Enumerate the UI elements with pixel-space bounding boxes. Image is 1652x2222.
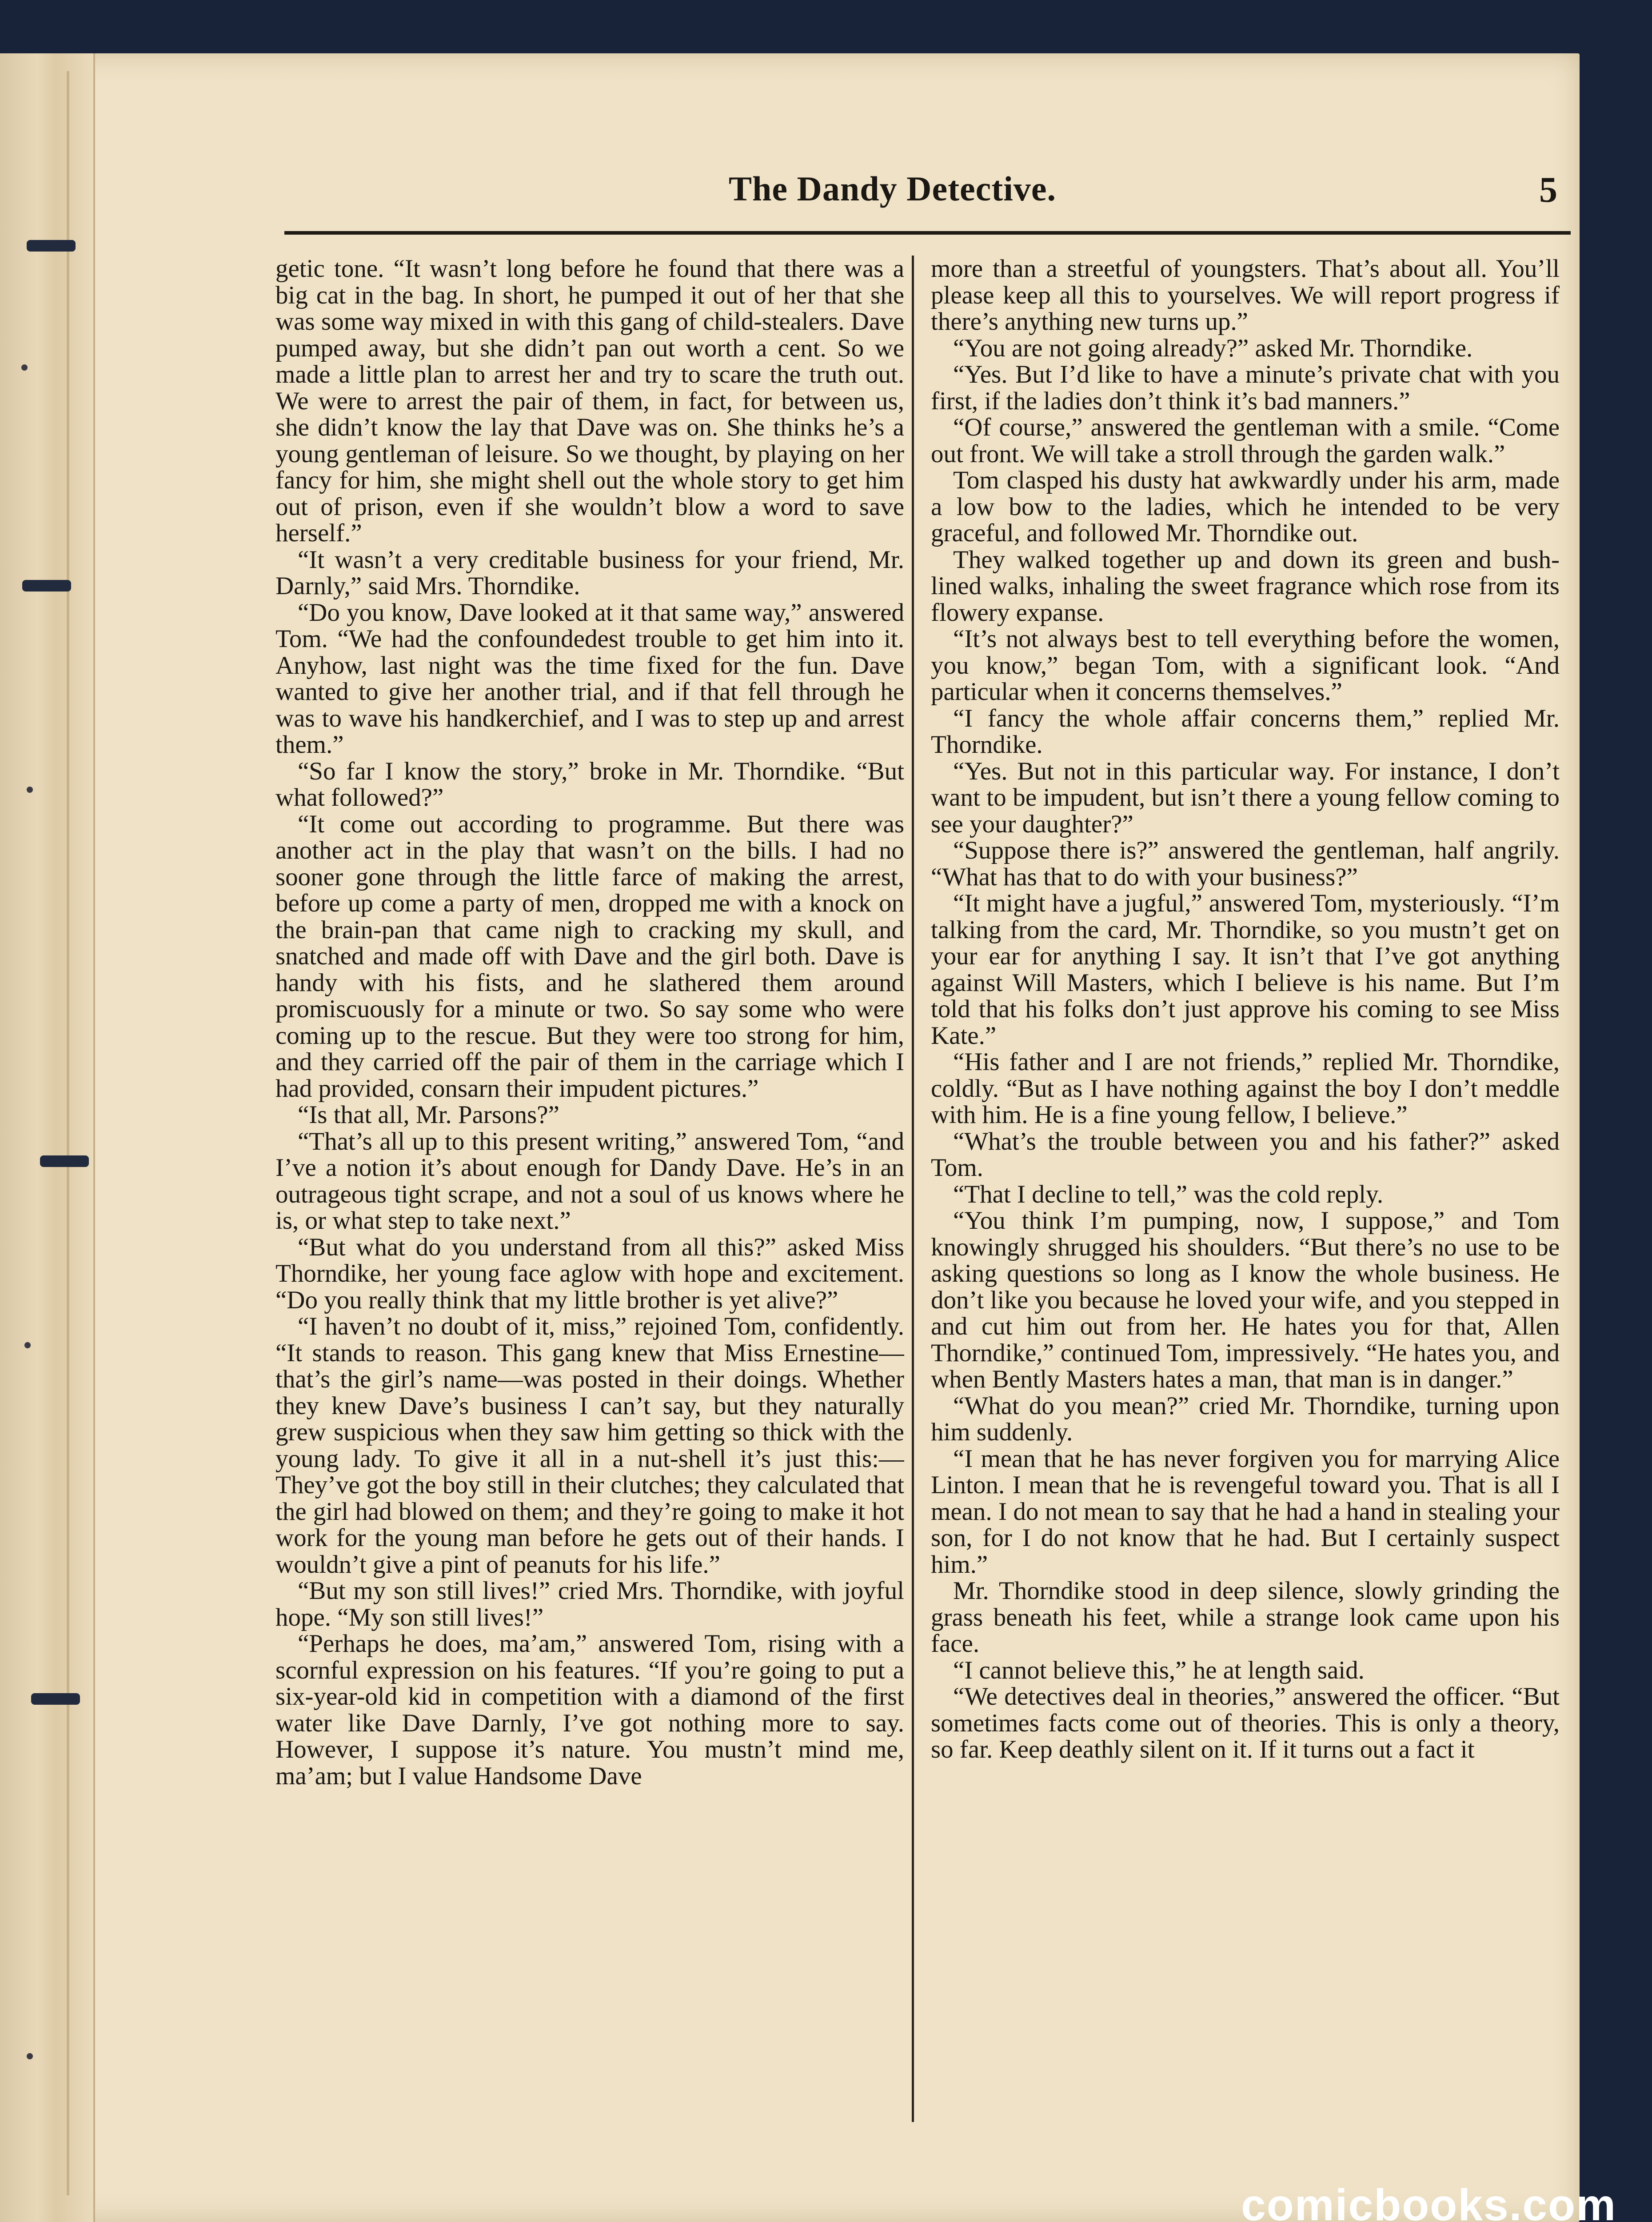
running-title: The Dandy Detective. (729, 169, 1057, 208)
paragraph: “I cannot believe this,” he at length said. (953, 1656, 1365, 1684)
paragraph: “What’s the trouble between you and his father?” asked Tom. (931, 1127, 1560, 1182)
paragraph: “Suppose there is?” answered the gentleman, half angrily. “What has that to do with your business?” (931, 836, 1560, 891)
column-divider (912, 256, 914, 2122)
paragraph: “I fancy the whole affair concerns them,” replied Mr. Thorndike. (931, 704, 1560, 759)
paragraph: “That I decline to tell,” was the cold reply. (953, 1180, 1384, 1208)
paragraph: “It’s not always best to tell everything before the women, you know,” began Tom, with a significant look. “And particular when it concerns themselves.” (931, 625, 1560, 706)
paragraph: They walked together up and down its green and bush-lined walks, inhaling the sweet fragrance which rose from its flowery expanse. (931, 545, 1560, 627)
paragraph: “Yes. But I’d like to have a minute’s private chat with you first, if the ladies don’t think it’s bad manners.” (931, 360, 1560, 415)
right-text-column (931, 256, 1560, 2126)
paragraph: “But what do you understand from all this?” asked Miss Thorndike, her young face aglow with hope and excitement. “Do you really think that my little brother is yet alive?” (275, 1233, 904, 1314)
paragraph: “Do you know, Dave looked at it that same way,” answered Tom. “We had the confoundedest trouble to get him into it. Anyhow, last night was the time fixed for the fun. Dave wanted to give her another trial, and if that fell through he was to wave his handkerchief, and I was to step up and arrest them.” (275, 598, 904, 759)
paragraph: “Perhaps he does, ma’am,” answered Tom, rising with a scornful expression on his features. “If you’re going to put a six-year-old kid in competition with a diamond of the first water like Dave Darnly, I’ve got nothing more to say. However, I suppose it’s nature. You mustn’t mind me, ma’am; but I value Handsome Dave (275, 1630, 904, 1790)
paragraph: “What do you mean?” cried Mr. Thorndike, turning upon him suddenly. (931, 1391, 1560, 1446)
page-number: 5 (1539, 169, 1557, 210)
binding-hole (24, 1342, 31, 1348)
binding-hole (27, 2053, 33, 2059)
paragraph: Mr. Thorndike stood in deep silence, slowly grinding the grass beneath his feet, while a strange look came upon his face. (931, 1577, 1560, 1658)
paragraph: “It come out according to programme. But there was another act in the play that wasn’t on the bills. I had no sooner gone through the little farce of making the arrest, before up come a party of men, dropped me with a knock on the brain-pan that came nigh to cracking my skull, and snatched and made off with Dave and the girl both. Dave is handy with his fists, and he slathered them around promiscuously for a minute or two. So say some who were coming up to the rescue. But they were too strong for him, and they carried off the pair of them in the carriage which I had provided, consarn their impudent pictures.” (275, 810, 904, 1103)
binding-hole (27, 787, 33, 793)
paragraph: more than a streetful of youngsters. That’s about all. You’ll please keep all this to yourselves. We will report progress if there’s anything new turns up.” (931, 256, 1560, 336)
paragraph: getic tone. “It wasn’t long before he found that there was a big cat in the bag. In short, he pumped it out of her that she was some way mixed in with this gang of child-stealers. Dave pumped away, but she didn’t pan out worth a cent. So we made a little plan to arrest her and try to scare the truth out. We were to arrest the pair of them, in fact, for between us, she didn’t know the lay that Dave was on. She thinks he’s a young gentleman of leisure. So we thought, by playing on her fancy for him, she might shell out the whole story to get him out of prison, even if she wouldn’t blow a word to save herself.” (275, 256, 904, 547)
binding-stitch (27, 240, 76, 252)
paragraph: “Is that all, Mr. Parsons?” (298, 1101, 559, 1129)
paragraph: “Yes. But not in this particular way. For instance, I don’t want to be impudent, but isn’t there a young fellow coming to see your daughter?” (931, 757, 1560, 838)
paragraph: “That’s all up to this present writing,” answered Tom, “and I’ve a notion it’s about enough for Dandy Dave. He’s in an outrageous tight scrape, and not a soul of us knows where he is, or what step to take next.” (275, 1127, 904, 1235)
paragraph: “His father and I are not friends,” replied Mr. Thorndike, coldly. “But as I have nothing against the boy I don’t meddle with him. He is a fine young fellow, I believe.” (931, 1048, 1560, 1129)
paragraph: Tom clasped his dusty hat awkwardly under his arm, made a low bow to the ladies, which he intended to be very graceful, and followed Mr. Thorndike out. (931, 466, 1560, 547)
paragraph: “Of course,” answered the gentleman with a smile. “Come out front. We will take a stroll through the garden walk.” (931, 413, 1560, 468)
gutter-line (67, 71, 69, 2195)
paragraph: “I haven’t no doubt of it, miss,” rejoined Tom, confidently. “It stands to reason. This gang knew that Miss Ernestine—that’s the girl’s name—was posted in their doings. Whether they knew Dave’s business I can’t say, but they naturally grew suspicious when they saw him getting so thick with the young lady. To give it all in a nut-shell it’s just this:—They’ve got the boy still in their clutches; they calculated that the girl had blowed on them; and they’re going to make it hot work for the young man before he gets out of their hands. I wouldn’t give a pint of peanuts for his life.” (275, 1312, 904, 1579)
paragraph: “You are not going already?” asked Mr. Thorndike. (953, 334, 1473, 362)
paragraph: “It wasn’t a very creditable business for your friend, Mr. Darnly,” said Mrs. Thorndike. (275, 545, 904, 600)
running-header (284, 169, 1571, 218)
site-watermark: comicbooks.com (1241, 2180, 1616, 2222)
binding-hole (21, 364, 28, 371)
page-binding (0, 53, 95, 2222)
binding-stitch (31, 1693, 80, 1705)
header-rule (284, 231, 1571, 235)
paragraph: “You think I’m pumping, now, I suppose,” and Tom knowingly shrugged his shoulders. “But there’s no use to be asking questions so long as I know the whole business. He don’t like you because he loved your wife, and you stepped in and cut him out from her. He hates you for that, Allen Thorndike,” continued Tom, impressively. “He hates you, and when Bently Masters hates a man, that man is in danger.” (931, 1207, 1560, 1393)
binding-stitch (22, 580, 71, 591)
paragraph: “So far I know the story,” broke in Mr. Thorndike. “But what followed?” (275, 757, 904, 811)
left-text-column (275, 256, 904, 2126)
paragraph: “I mean that he has never forgiven you for marrying Alice Linton. I mean that he is revengeful toward you. That is all I mean. I do not mean to say that he had a hand in stealing your son, for I do not know that he had. But I certainly suspect him.” (931, 1444, 1560, 1579)
paragraph: “We detectives deal in theories,” answered the officer. “But sometimes facts come out of theories. This is only a theory, so far. Keep deathly silent on it. If it turns out a fact it (931, 1682, 1560, 1763)
paragraph: “It might have a jugful,” answered Tom, mysteriously. “I’m talking from the card, Mr. Thorndike, so you mustn’t get on your ear for anything I say. It isn’t that I’ve got anything against Will Masters, which I believe is his name. But I’m told that his folks don’t just approve his coming to see Miss Kate.” (931, 889, 1560, 1050)
paragraph: “But my son still lives!” cried Mrs. Thorndike, with joyful hope. “My son still lives!” (275, 1577, 904, 1631)
binding-stitch (40, 1155, 89, 1167)
